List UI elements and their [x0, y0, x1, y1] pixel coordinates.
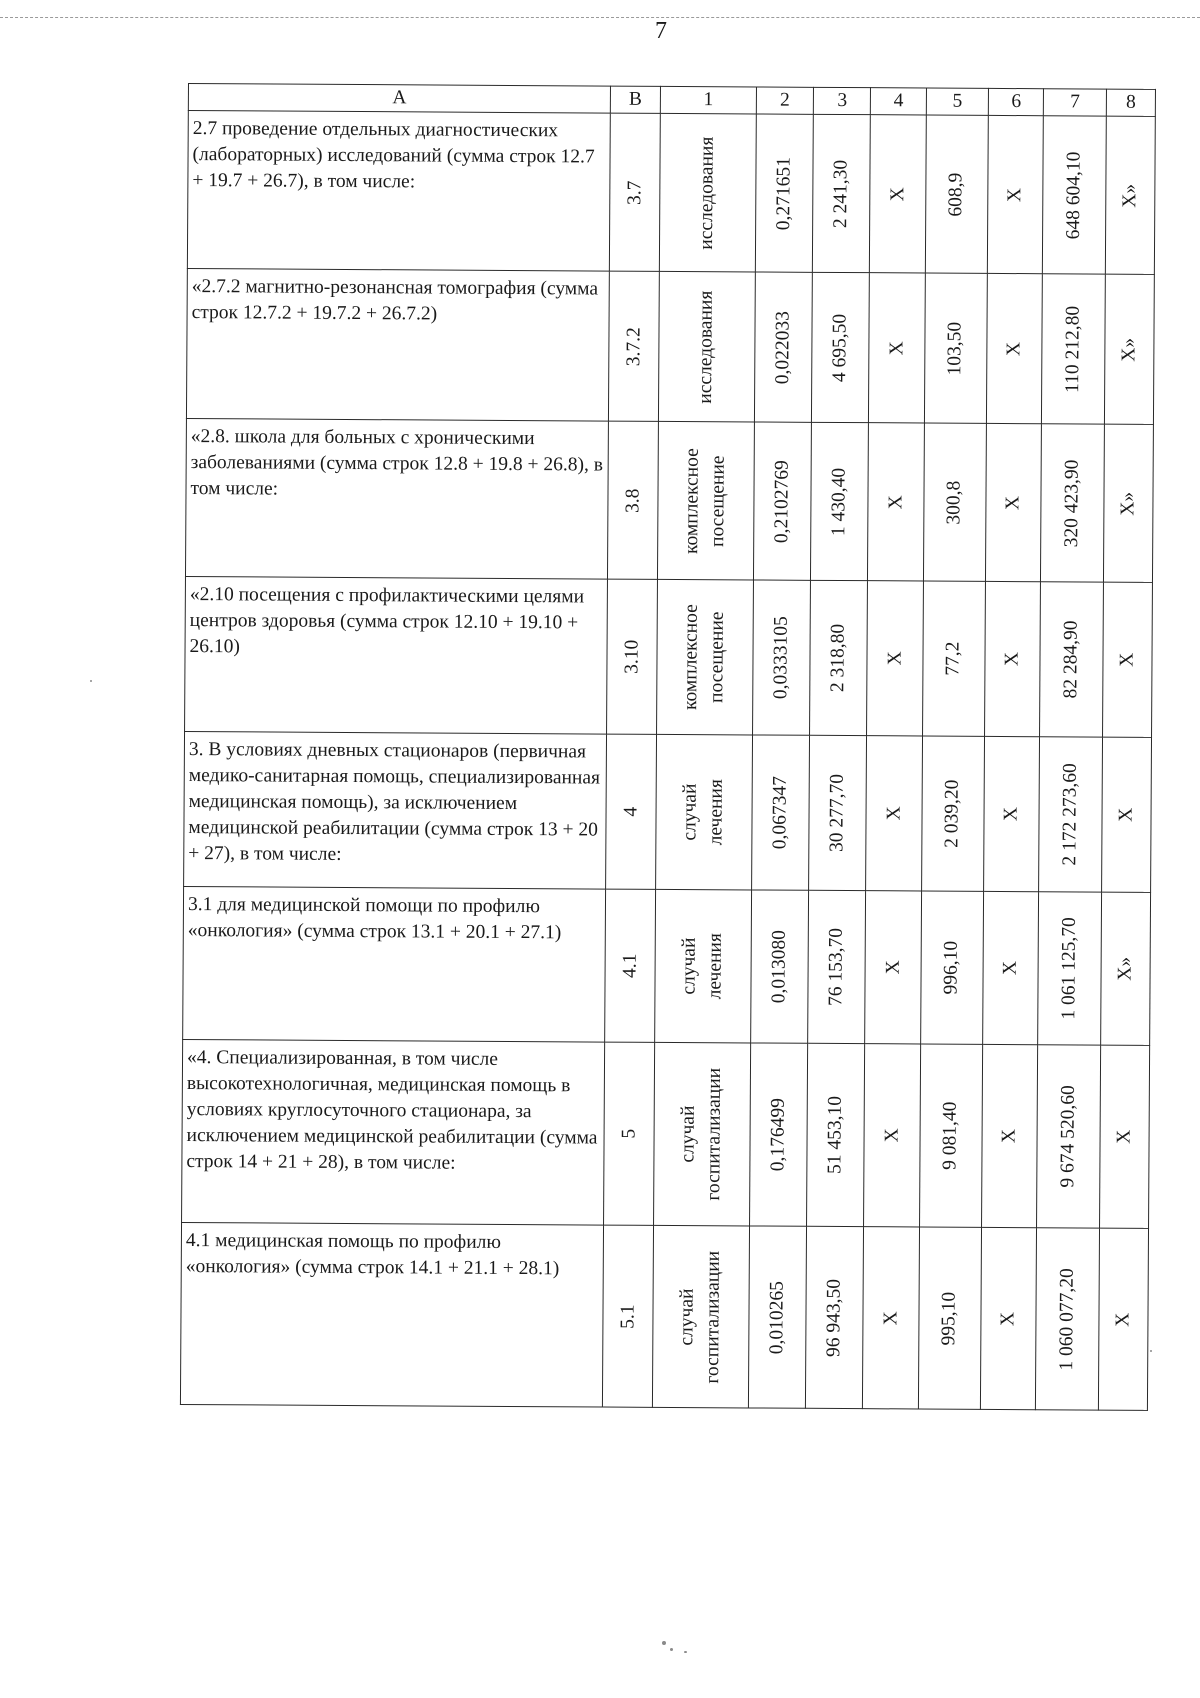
row-col-4-cell — [868, 423, 924, 581]
row-col-6-cell — [982, 1044, 1038, 1227]
row-col-6-cell — [986, 423, 1042, 581]
table-row — [180, 1222, 1148, 1410]
row-col-5-cell — [918, 1227, 982, 1409]
row-col-6-cell — [984, 736, 1040, 891]
row-col-6: Х — [998, 1128, 1020, 1144]
row-col-3: 76 153,70 — [825, 927, 848, 1007]
row-col-3: 51 453,10 — [824, 1095, 847, 1175]
row-code: 5.1 — [616, 1303, 639, 1329]
row-code-cell — [602, 1225, 653, 1407]
row-code: 3.10 — [620, 639, 643, 674]
row-col-8: Х — [1115, 807, 1137, 822]
row-col-7-cell — [1043, 116, 1106, 274]
row-col-2-cell — [754, 272, 812, 422]
row-unit: случай госпитализации — [676, 1250, 725, 1384]
row-unit-cell — [656, 734, 753, 890]
row-col-5: 300,8 — [943, 480, 966, 525]
row-code-cell — [608, 271, 659, 421]
row-col-4: Х — [885, 340, 908, 355]
row-col-8-cell — [1098, 1228, 1148, 1410]
row-col-3: 1 430,40 — [828, 467, 850, 536]
row-col-6: Х — [1000, 806, 1022, 822]
row-unit: исследования — [696, 136, 719, 250]
row-col-2: 0,067347 — [769, 776, 791, 850]
row-col-6: Х — [1003, 341, 1025, 356]
row-unit-cell — [658, 421, 755, 580]
row-col-3: 30 277,70 — [826, 773, 849, 853]
row-col-3-cell — [811, 422, 869, 580]
row-col-4-cell — [865, 891, 921, 1044]
row-col-7-cell — [1040, 582, 1103, 737]
row-col-6-cell — [985, 581, 1041, 736]
page-number: 7 — [655, 18, 667, 44]
row-col-7: 1 061 125,70 — [1058, 917, 1081, 1020]
row-unit-cell — [655, 889, 752, 1043]
row-col-7-cell — [1038, 892, 1101, 1045]
row-code: 5 — [618, 1128, 640, 1139]
row-col-5-cell — [924, 273, 987, 423]
row-col-5: 2 039,20 — [941, 779, 964, 848]
row-unit-cell — [657, 579, 754, 735]
row-col-6: Х — [997, 1311, 1019, 1326]
row-col-8-cell — [1102, 582, 1152, 737]
row-col-8: Х» — [1117, 491, 1139, 516]
scan-speck — [662, 1641, 666, 1645]
row-col-5-cell — [920, 891, 983, 1044]
row-col-8: Х — [1113, 1129, 1135, 1144]
row-name: «4. Специализированная, в том числе высокотехнологичная, медицинская помощь в условиях круглосуточного стационара, за исключением медицинской реабилитации (сумма строк 14 + 21 + 28), в том числе: — [182, 1039, 605, 1225]
row-code-cell — [609, 113, 660, 271]
row-unit: комплексное посещение — [681, 447, 730, 554]
scan-speck — [684, 1651, 687, 1653]
row-col-7: 2 172 273,60 — [1059, 763, 1082, 866]
table-row — [182, 1039, 1150, 1228]
row-unit-cell — [652, 1225, 749, 1408]
row-col-2: 0,022033 — [772, 310, 794, 384]
row-unit: исследования — [695, 290, 718, 404]
row-name: 3. В условиях дневных стационаров (первичная медико-санитарная помощь, специализированная медицинская помощь), за исключением медицинской реабилитации (сумма строк 13 + 20 + 27), в том числе: — [184, 731, 607, 889]
row-col-4-cell — [864, 1044, 920, 1227]
header-col-1: 1 — [660, 86, 756, 114]
row-col-3-cell — [808, 890, 866, 1043]
header-col-8: 8 — [1106, 89, 1155, 116]
row-code-cell — [606, 734, 657, 889]
row-col-8: Х» — [1118, 337, 1140, 362]
row-col-2-cell — [749, 1043, 807, 1226]
row-code: 3.7 — [623, 179, 645, 205]
row-col-5-cell — [925, 115, 988, 273]
row-col-5: 996,10 — [940, 940, 963, 995]
row-col-2-cell — [748, 1226, 806, 1408]
row-name: 3.1 для медицинской помощи по профилю «онкология» (сумма строк 13.1 + 20.1 + 27.1) — [183, 886, 606, 1042]
header-col-4: 4 — [871, 88, 926, 115]
row-unit: случай лечения — [678, 933, 727, 1000]
scan-speck — [1150, 1350, 1152, 1352]
row-unit: случай госпитализации — [677, 1067, 726, 1201]
row-code: 4 — [620, 806, 642, 817]
row-name: 2.7 проведение отдельных диагностических (лабораторных) исследований (сумма строк 12.7 + 19.7 + 26.7), в том числе: — [187, 111, 610, 272]
header-col-6: 6 — [989, 88, 1044, 115]
row-col-4: Х — [881, 1128, 903, 1143]
row-col-6: Х — [1002, 495, 1024, 510]
row-col-7: 82 284,90 — [1060, 620, 1082, 699]
row-col-8: Х — [1116, 652, 1138, 667]
row-unit-cell — [659, 113, 756, 272]
row-col-7-cell — [1041, 424, 1104, 582]
row-col-6-cell — [981, 1227, 1037, 1409]
row-col-7: 110 212,80 — [1062, 305, 1084, 393]
row-unit-cell — [658, 271, 755, 422]
row-col-3-cell — [806, 1226, 864, 1408]
row-col-2-cell — [755, 114, 813, 272]
row-col-4-cell — [866, 736, 922, 891]
header-col-3: 3 — [814, 87, 871, 114]
row-col-5: 77,2 — [942, 641, 965, 676]
row-col-7-cell — [1036, 1228, 1100, 1410]
row-col-7-cell — [1039, 737, 1102, 892]
row-col-2: 0,2102769 — [771, 459, 793, 543]
header-col-7: 7 — [1044, 89, 1107, 116]
table-row — [183, 886, 1151, 1045]
row-code: 4.1 — [619, 953, 641, 978]
header-col-b: В — [610, 86, 660, 113]
row-col-4: Х — [882, 960, 904, 975]
row-col-2-cell — [751, 735, 809, 890]
row-col-8: Х» — [1119, 183, 1141, 208]
row-col-6: Х — [1001, 651, 1023, 667]
row-col-4: Х — [884, 651, 906, 666]
row-code-cell — [607, 421, 658, 579]
row-col-2-cell — [752, 580, 810, 735]
row-col-4-cell — [867, 581, 923, 736]
row-col-2: 0,0333105 — [770, 616, 792, 700]
row-col-5: 9 081,40 — [939, 1101, 962, 1170]
row-code-cell — [607, 579, 658, 734]
row-code: 3.8 — [621, 487, 644, 513]
row-col-5: 995,10 — [938, 1291, 961, 1346]
row-col-7: 1 060 077,20 — [1056, 1267, 1078, 1371]
row-col-7: 648 604,10 — [1063, 150, 1085, 239]
row-col-3-cell — [813, 114, 871, 272]
row-col-2: 0,013080 — [768, 930, 790, 1004]
row-name: «2.8. школа для больных с хроническими заболеваниями (сумма строк 12.8 + 19.8 + 26.8), в том числе: — [185, 418, 608, 579]
row-col-3: 4 695,50 — [829, 313, 851, 382]
row-col-5-cell — [919, 1044, 983, 1227]
row-col-6-cell — [987, 273, 1043, 423]
row-col-7: 9 674 520,60 — [1057, 1085, 1080, 1188]
row-col-2: 0,271651 — [773, 156, 795, 230]
row-col-6-cell — [983, 891, 1039, 1044]
row-unit: комплексное посещение — [680, 604, 729, 711]
row-col-2-cell — [751, 890, 809, 1043]
row-code-cell — [605, 889, 656, 1042]
scan-speck — [90, 680, 92, 682]
row-col-8-cell — [1104, 274, 1154, 424]
header-col-a: А — [188, 84, 610, 114]
row-col-6-cell — [988, 115, 1044, 273]
row-col-3-cell — [812, 272, 870, 422]
row-name: «2.7.2 магнитно-резонансная томография (сумма строк 12.7.2 + 19.7.2 + 26.7.2) — [186, 268, 609, 421]
row-col-4: Х — [885, 494, 907, 509]
row-col-8: Х — [1112, 1312, 1134, 1327]
row-col-7-cell — [1042, 274, 1105, 424]
row-col-5-cell — [922, 581, 985, 736]
row-col-8-cell — [1101, 892, 1151, 1045]
row-unit: случай лечения — [679, 779, 728, 846]
row-col-4-cell — [863, 1227, 919, 1409]
table-row — [186, 268, 1154, 424]
row-col-3-cell — [807, 1043, 865, 1226]
table-row — [187, 111, 1155, 275]
row-col-7-cell — [1037, 1045, 1101, 1228]
row-col-8-cell — [1102, 737, 1152, 892]
row-col-4: Х — [883, 806, 905, 821]
row-code: 3.7.2 — [622, 326, 645, 366]
scan-edge-line — [0, 17, 1200, 18]
row-col-5-cell — [921, 736, 984, 891]
indicators-table — [180, 83, 1156, 1411]
table-row — [185, 418, 1153, 582]
header-col-2: 2 — [756, 87, 813, 114]
row-col-3: 2 318,80 — [827, 623, 850, 693]
row-col-5: 608,9 — [945, 172, 967, 217]
row-name: «2.10 посещения с профилактическими целями центров здоровья (сумма строк 12.10 + 19.10 + 26.10) — [185, 576, 608, 734]
row-col-4: Х — [880, 1310, 902, 1325]
row-col-5: 103,50 — [944, 321, 967, 376]
scan-speck — [670, 1648, 673, 1651]
row-col-8-cell — [1105, 116, 1155, 274]
table-row — [184, 731, 1152, 892]
row-name: 4.1 медицинская помощь по профилю «онкология» (сумма строк 14.1 + 21.1 + 28.1) — [180, 1222, 603, 1407]
row-col-5-cell — [923, 423, 986, 581]
header-col-5: 5 — [926, 88, 989, 115]
row-col-8-cell — [1099, 1045, 1149, 1228]
row-col-4: Х — [886, 186, 908, 201]
row-col-4-cell — [869, 273, 925, 423]
row-col-4-cell — [870, 115, 926, 273]
row-col-8: Х» — [1114, 956, 1136, 981]
row-col-6: Х — [999, 960, 1021, 976]
row-col-7: 320 423,90 — [1061, 458, 1083, 547]
row-col-3-cell — [810, 580, 868, 735]
row-unit-cell — [654, 1042, 751, 1226]
row-col-6: Х — [1004, 187, 1026, 202]
row-col-3-cell — [809, 735, 867, 890]
row-col-3: 2 241,30 — [830, 159, 852, 228]
row-col-3: 96 943,50 — [823, 1278, 846, 1357]
row-col-2-cell — [753, 422, 811, 580]
row-col-2: 0,176499 — [767, 1097, 789, 1172]
row-col-2: 0,010265 — [766, 1280, 788, 1354]
row-col-8-cell — [1103, 424, 1153, 582]
table-row — [185, 576, 1153, 737]
row-code-cell — [604, 1042, 655, 1225]
